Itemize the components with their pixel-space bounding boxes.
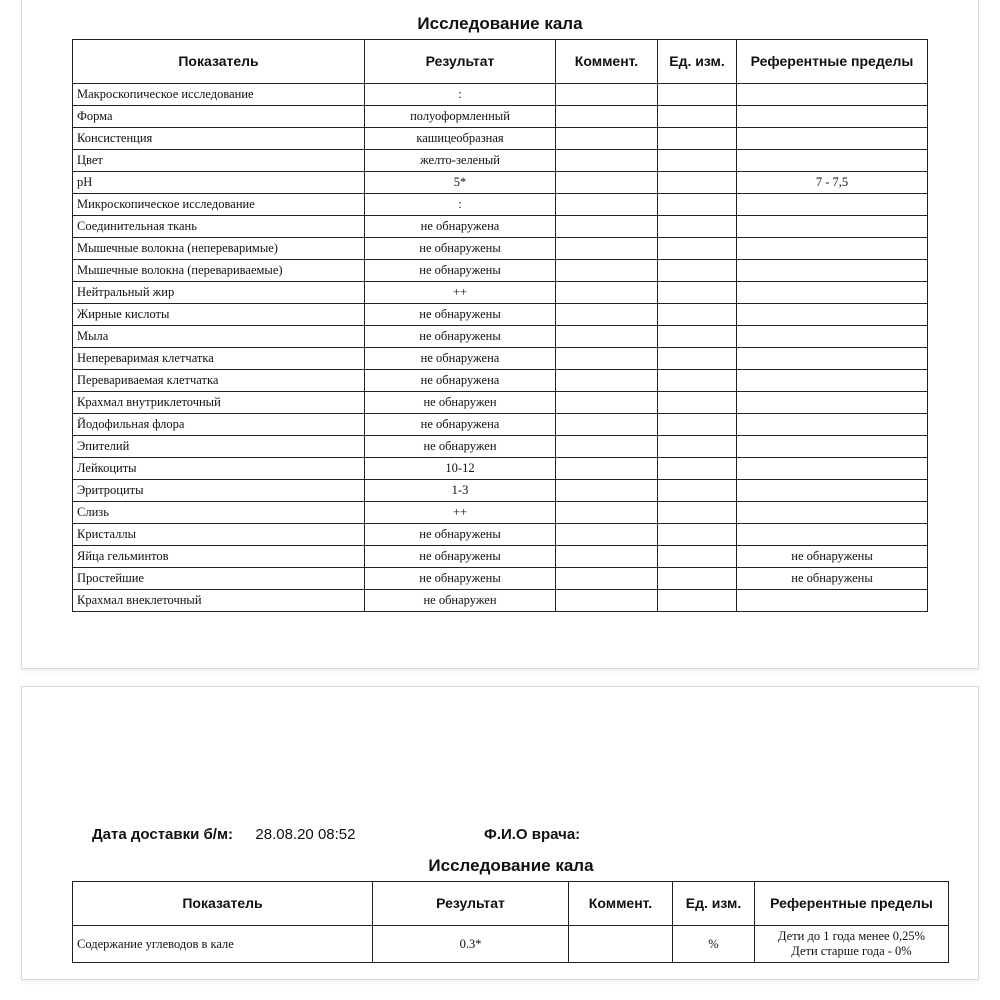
row-name: Соединительная ткань — [73, 216, 365, 238]
row-name: Йодофильная флора — [73, 414, 365, 436]
delivery-date-line — [92, 826, 355, 843]
header-indicator: Показатель — [73, 882, 373, 926]
reference-line-2: Дети старше года - 0% — [791, 944, 912, 958]
table-row — [73, 172, 928, 194]
row-unit — [658, 370, 737, 392]
row-unit — [658, 590, 737, 612]
row-result: ++ — [365, 282, 556, 304]
row-comment — [556, 304, 658, 326]
row-reference — [737, 502, 928, 524]
row-reference — [737, 326, 928, 348]
row-comment — [556, 480, 658, 502]
table-row — [73, 150, 928, 172]
row-unit — [658, 546, 737, 568]
row-unit: % — [673, 926, 755, 963]
row-result: не обнаружены — [365, 238, 556, 260]
table-row — [73, 926, 949, 963]
row-comment — [556, 282, 658, 304]
row-comment — [556, 370, 658, 392]
row-name: Микроскопическое исследование — [73, 194, 365, 216]
row-name: Нейтральный жир — [73, 282, 365, 304]
row-unit — [658, 84, 737, 106]
row-reference — [737, 480, 928, 502]
page-title: Исследование кала — [428, 856, 594, 875]
row-name: Форма — [73, 106, 365, 128]
table-row — [73, 590, 928, 612]
row-result: не обнаружены — [365, 524, 556, 546]
table-row — [73, 128, 928, 150]
row-unit — [658, 348, 737, 370]
row-name: Кристаллы — [73, 524, 365, 546]
row-name: Слизь — [73, 502, 365, 524]
row-result: не обнаружена — [365, 348, 556, 370]
table-row — [73, 260, 928, 282]
row-reference — [737, 348, 928, 370]
row-result: не обнаружены — [365, 304, 556, 326]
table-header-row — [73, 882, 949, 926]
row-unit — [658, 106, 737, 128]
row-result: желто-зеленый — [365, 150, 556, 172]
row-comment — [556, 172, 658, 194]
row-comment — [556, 238, 658, 260]
row-result: не обнаружена — [365, 414, 556, 436]
page-title: Исследование кала — [417, 14, 583, 33]
row-name: Мыла — [73, 326, 365, 348]
row-unit — [658, 238, 737, 260]
row-comment — [556, 84, 658, 106]
row-reference — [737, 128, 928, 150]
row-result: не обнаружен — [365, 590, 556, 612]
row-result: не обнаружен — [365, 436, 556, 458]
report-page-1 — [22, 0, 978, 668]
row-result: : — [365, 84, 556, 106]
results-table — [72, 39, 928, 612]
row-comment — [556, 590, 658, 612]
header-unit: Ед. изм. — [658, 40, 737, 84]
row-reference — [737, 436, 928, 458]
row-name: Содержание углеводов в кале — [73, 926, 373, 963]
row-unit — [658, 282, 737, 304]
row-reference — [737, 524, 928, 546]
row-unit — [658, 414, 737, 436]
results-table-body — [73, 84, 928, 612]
row-reference — [737, 392, 928, 414]
row-result: не обнаружен — [365, 392, 556, 414]
row-result: не обнаружены — [365, 568, 556, 590]
doctor-line — [484, 826, 580, 843]
row-unit — [658, 502, 737, 524]
header-reference: Референтные пределы — [737, 40, 928, 84]
table-row — [73, 304, 928, 326]
table-row — [73, 238, 928, 260]
row-reference: не обнаружены — [737, 546, 928, 568]
row-unit — [658, 326, 737, 348]
row-result: не обнаружены — [365, 546, 556, 568]
row-comment — [556, 194, 658, 216]
row-comment — [556, 458, 658, 480]
delivery-date-label: Дата доставки б/м: — [92, 826, 234, 843]
row-result: : — [365, 194, 556, 216]
row-reference — [737, 84, 928, 106]
row-unit — [658, 568, 737, 590]
row-unit — [658, 304, 737, 326]
table-row — [73, 84, 928, 106]
row-result: не обнаружена — [365, 216, 556, 238]
row-name: Консистенция — [73, 128, 365, 150]
row-name: Простейшие — [73, 568, 365, 590]
row-reference — [737, 106, 928, 128]
table-row — [73, 458, 928, 480]
report-page-2 — [22, 687, 978, 979]
row-comment — [556, 546, 658, 568]
header-comment: Коммент. — [556, 40, 658, 84]
table-row — [73, 194, 928, 216]
row-comment — [556, 436, 658, 458]
row-unit — [658, 172, 737, 194]
row-reference — [737, 282, 928, 304]
table-row — [73, 568, 928, 590]
table-row — [73, 216, 928, 238]
row-reference — [737, 304, 928, 326]
header-comment: Коммент. — [569, 882, 673, 926]
table-row — [73, 436, 928, 458]
row-unit — [658, 436, 737, 458]
row-unit — [658, 216, 737, 238]
row-result: ++ — [365, 502, 556, 524]
row-reference — [737, 194, 928, 216]
row-result: не обнаружены — [365, 260, 556, 282]
row-reference — [755, 926, 949, 963]
header-result: Результат — [373, 882, 569, 926]
header-reference: Референтные пределы — [755, 882, 949, 926]
row-unit — [658, 480, 737, 502]
row-comment — [556, 524, 658, 546]
row-unit — [658, 458, 737, 480]
row-name: Мышечные волокна (непереваримые) — [73, 238, 365, 260]
row-reference — [737, 458, 928, 480]
row-reference — [737, 260, 928, 282]
header-result: Результат — [365, 40, 556, 84]
row-result: 10-12 — [365, 458, 556, 480]
row-reference: 7 - 7,5 — [737, 172, 928, 194]
row-unit — [658, 260, 737, 282]
row-result: 1-3 — [365, 480, 556, 502]
table-header-row — [73, 40, 928, 84]
row-reference — [737, 238, 928, 260]
row-unit — [658, 392, 737, 414]
row-comment — [556, 414, 658, 436]
table-row — [73, 480, 928, 502]
row-name: Эпителий — [73, 436, 365, 458]
doctor-label: Ф.И.О врача: — [484, 826, 581, 843]
row-unit — [658, 524, 737, 546]
table-row — [73, 546, 928, 568]
row-result: не обнаружена — [365, 370, 556, 392]
row-comment — [556, 150, 658, 172]
row-unit — [658, 150, 737, 172]
row-comment — [556, 128, 658, 150]
header-unit: Ед. изм. — [673, 882, 755, 926]
table-row — [73, 524, 928, 546]
row-name: Непереваримая клетчатка — [73, 348, 365, 370]
row-result: не обнаружены — [365, 326, 556, 348]
delivery-date-value: 28.08.20 08:52 — [255, 826, 356, 843]
row-reference: не обнаружены — [737, 568, 928, 590]
row-name: pH — [73, 172, 365, 194]
row-name: Лейкоциты — [73, 458, 365, 480]
table-row — [73, 392, 928, 414]
row-name: Яйца гельминтов — [73, 546, 365, 568]
row-comment — [556, 392, 658, 414]
row-result: 5* — [365, 172, 556, 194]
row-name: Жирные кислоты — [73, 304, 365, 326]
row-name: Эритроциты — [73, 480, 365, 502]
row-reference — [737, 370, 928, 392]
row-reference — [737, 590, 928, 612]
table-row — [73, 282, 928, 304]
row-reference — [737, 216, 928, 238]
table-row — [73, 502, 928, 524]
table-row — [73, 326, 928, 348]
row-unit — [658, 128, 737, 150]
row-name: Мышечные волокна (перевариваемые) — [73, 260, 365, 282]
table-row — [73, 414, 928, 436]
row-comment — [556, 106, 658, 128]
row-name: Крахмал внутриклеточный — [73, 392, 365, 414]
row-comment — [569, 926, 673, 963]
row-name: Макроскопическое исследование — [73, 84, 365, 106]
row-comment — [556, 348, 658, 370]
row-unit — [658, 194, 737, 216]
row-comment — [556, 326, 658, 348]
row-reference — [737, 150, 928, 172]
table-row — [73, 370, 928, 392]
row-name: Крахмал внеклеточный — [73, 590, 365, 612]
row-comment — [556, 260, 658, 282]
table-row — [73, 348, 928, 370]
row-comment — [556, 502, 658, 524]
carbohydrate-table — [72, 881, 949, 963]
table-row — [73, 106, 928, 128]
row-name: Перевариваемая клетчатка — [73, 370, 365, 392]
row-result: кашицеобразная — [365, 128, 556, 150]
row-reference — [737, 414, 928, 436]
row-comment — [556, 568, 658, 590]
header-indicator: Показатель — [73, 40, 365, 84]
row-name: Цвет — [73, 150, 365, 172]
reference-line-1: Дети до 1 года менее 0,25% — [777, 929, 925, 943]
row-result: 0.3* — [373, 926, 569, 963]
row-comment — [556, 216, 658, 238]
row-result: полуоформленный — [365, 106, 556, 128]
